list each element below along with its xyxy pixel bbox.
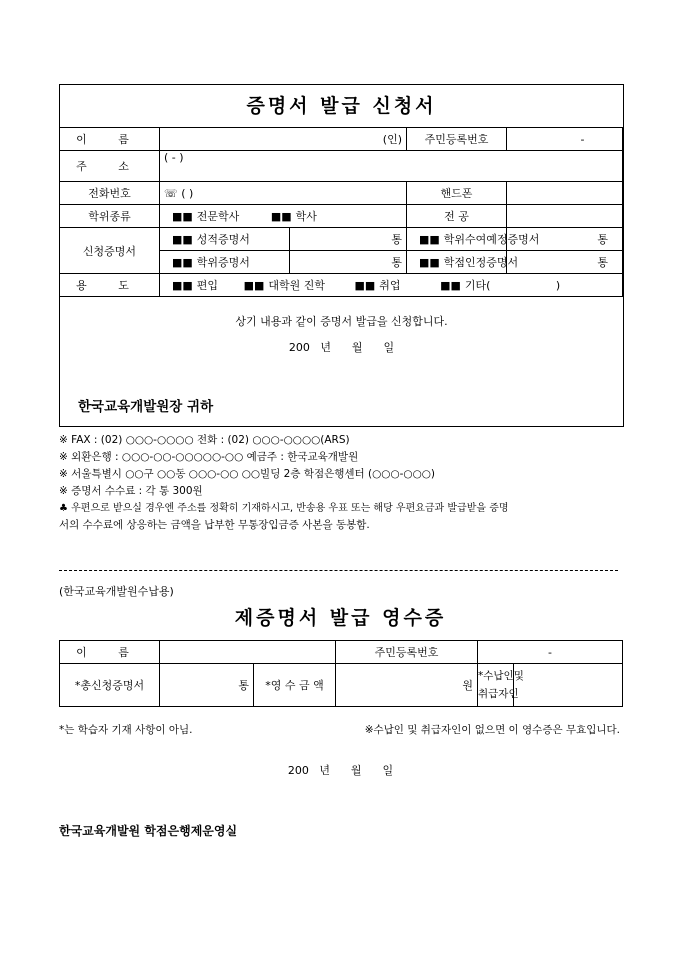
address-field[interactable] [160,151,623,182]
purpose-transfer-checkbox[interactable]: ■■ [172,279,193,292]
receipt-rrn-field[interactable]: - [478,641,623,664]
degree-checkbox-bachelor[interactable]: ■■ [270,210,292,223]
degree-checkbox-associate[interactable]: ■■ [172,210,193,223]
receipt-name-row [60,641,623,664]
phone-field[interactable] [160,182,407,205]
receipt-receiver-seal[interactable] [514,664,623,707]
name-field[interactable] [160,128,407,151]
address-postcode: ( - ) [164,151,184,164]
receipt-amount-label: *영 수 금 액 [254,664,336,707]
receipt-amount-field[interactable]: 원 [336,664,478,707]
receipt-amount-row [60,664,623,707]
cert-transcript-label: 성적증명서 [196,233,250,246]
note-bank: ※ 외환은행 : ○○○-○○-○○○○○-○○ 예금주 : 한국교육개발원 [59,451,359,463]
application-date: 200 년 월 일 [288,341,395,354]
phone-icon: ☏ ( ) [164,186,194,200]
address-row [60,151,623,182]
mobile-field[interactable] [507,182,623,205]
rrn-field[interactable]: - [507,128,623,151]
phone-label: 전화번호 [60,182,160,205]
mobile-label: 핸드폰 [407,182,507,205]
purpose-gradschool-checkbox[interactable]: ■■ [243,279,265,292]
receipt-footnote-left: *는 학습자 기재 사항이 아님. [59,724,193,736]
cert-degree-count[interactable]: 통 [290,251,407,274]
receipt-title: 제증명서 발급 영수증 [234,607,447,629]
cert-expected-label: 학위수여예정증명서 [443,233,540,246]
purpose-job-label: 취업 [379,279,401,292]
cert-credit [407,251,519,274]
cert-credit-label: 학점인정증명서 [443,256,519,269]
note-fax: ※ FAX : (02) ○○○-○○○○ 전화 : (02) ○○○-○○○○(ARS) [59,434,350,446]
receipt-name-field[interactable] [160,641,336,664]
degree-options [160,205,407,228]
phone-row [60,182,623,205]
notes-block [59,432,624,534]
receipt-receiver-label-1: *수납인및 [478,670,524,682]
receipt-name-label: 이 름 [60,641,160,664]
receipt-footnote-right: ※수납인 및 취급자인이 없으면 이 영수증은 무효입니다. [364,724,620,736]
purpose-label: 용 도 [60,274,160,297]
receipt-owner-note: (한국교육개발원수납용) [59,585,174,598]
rrn-label: 주민등록번호 [407,128,507,151]
name-row [60,128,623,151]
note-fee: ※ 증명서 수수료 : 각 통 300원 [59,485,203,497]
degree-label: 학위종류 [60,205,160,228]
degree-bachelor-label: 학사 [295,210,317,223]
major-field[interactable] [507,205,623,228]
cert-expected-count[interactable]: 통 [507,228,623,251]
note-address: ※ 서울특별시 ○○구 ○○동 ○○○-○○ ○○빌딩 2층 학점은행센터 (○○○-○○○) [59,468,435,480]
purpose-options [160,274,623,297]
purpose-gradschool-label: 대학원 진학 [268,279,325,292]
purpose-other-close: ) [555,279,561,292]
cert-degree [160,251,290,274]
name-label: 이 름 [60,128,160,151]
cert-transcript-checkbox[interactable]: ■■ [172,233,193,246]
cert-degree-checkbox[interactable]: ■■ [172,256,193,269]
receipt-issuer: 한국교육개발원 학점은행제운영실 [59,824,238,838]
cut-line [59,570,618,571]
receipt-date: 200 년 월 일 [287,764,394,777]
cert-transcript [160,228,290,251]
cert-expected-checkbox[interactable]: ■■ [419,233,440,246]
receipt-rrn-label: 주민등록번호 [336,641,478,664]
purpose-other-checkbox[interactable]: ■■ [440,279,461,292]
purpose-row [60,274,623,297]
application-form [59,84,624,427]
note-mail-1: ♣ 우편으로 받으실 경우엔 주소를 정확히 기재하시고, 반송용 우표 또는 해당 우편요금과 발급받을 증명 [59,503,509,514]
cert-expected-degree [407,228,540,251]
receipt-receiver-label [478,664,524,707]
cert-degree-label: 학위증명서 [196,256,250,269]
cert-transcript-count[interactable]: 통 [290,228,407,251]
request-text: 상기 내용과 같이 증명서 발급을 신청합니다. [235,315,448,328]
addressee: 한국교육개발원장 귀하 [78,399,214,415]
degree-associate-label: 전문학사 [196,210,240,223]
note-mail-2: 서의 수수료에 상응하는 금액을 납부한 무통장입금증 사본을 동봉함. [59,519,370,531]
receipt-receiver-label-2: 취급자인 [478,688,519,700]
degree-row [60,205,623,228]
cert-credit-checkbox[interactable]: ■■ [419,256,440,269]
cert-credit-count[interactable]: 통 [507,251,623,274]
purpose-transfer-label: 편입 [196,279,219,292]
major-label: 전 공 [407,205,507,228]
seal-mark: (인) [382,133,402,146]
application-table [59,127,623,297]
address-label: 주 소 [60,151,160,182]
cert-label: 신청증명서 [60,228,160,274]
receipt-total-cert-label: *총신청증명서 [60,664,160,707]
receipt-table [59,640,623,707]
receipt-total-cert-count[interactable]: 통 [160,664,254,707]
purpose-job-checkbox[interactable]: ■■ [354,279,376,292]
cert-row-1 [60,228,623,251]
purpose-other-label: 기타( [464,279,491,292]
application-title: 증명서 발급 신청서 [60,85,623,128]
